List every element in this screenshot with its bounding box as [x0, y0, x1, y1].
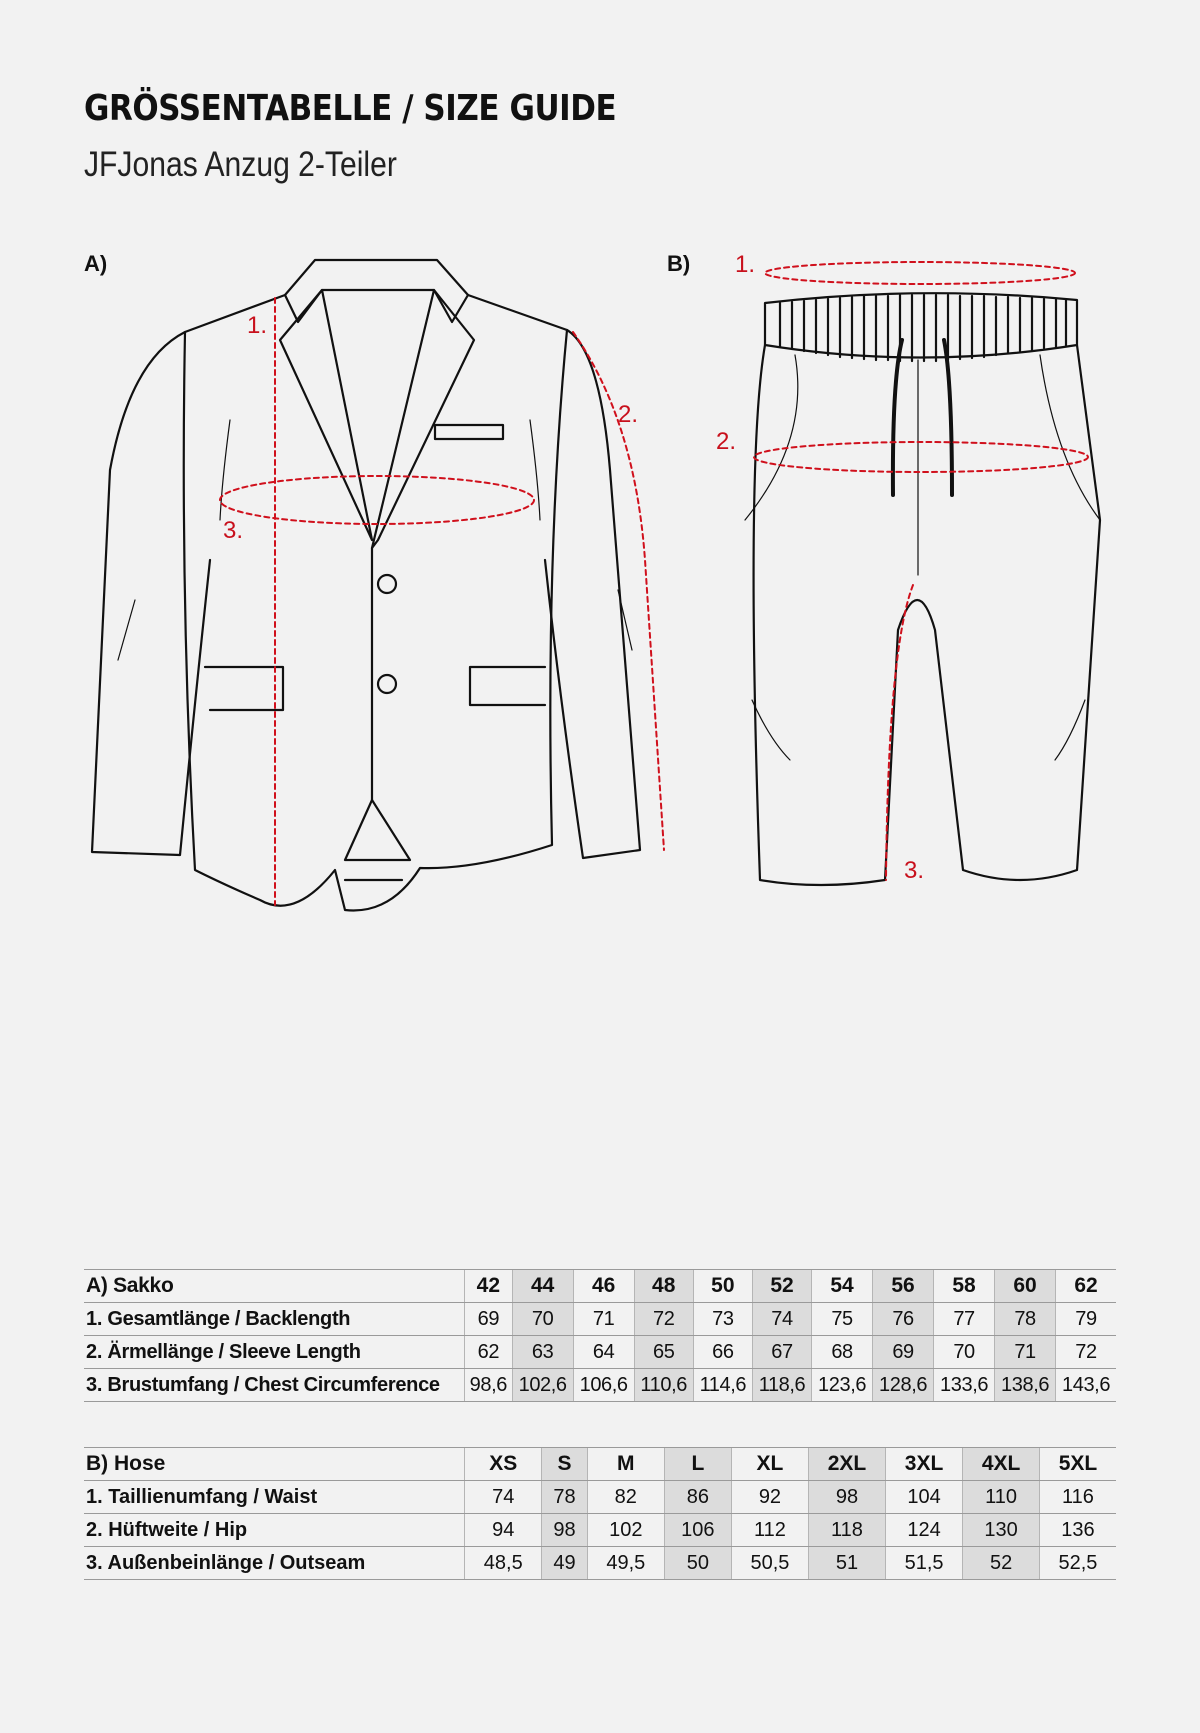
jacket-left-lapel: [280, 290, 372, 540]
table-cell: 48,5: [465, 1547, 542, 1580]
table-cell: 118,6: [752, 1369, 811, 1402]
hose-size-header: XL: [731, 1448, 808, 1481]
jacket-illustration: [80, 250, 680, 930]
table-cell: 52: [963, 1547, 1040, 1580]
table-cell: 130: [963, 1514, 1040, 1547]
hose-size-header: L: [665, 1448, 732, 1481]
hose-size-header: S: [542, 1448, 587, 1481]
table-cell: 124: [885, 1514, 962, 1547]
pants-waistband: [765, 293, 1077, 357]
table-cell: 92: [731, 1481, 808, 1514]
table-cell: 70: [512, 1303, 573, 1336]
table-cell: 77: [934, 1303, 995, 1336]
table-cell: 94: [465, 1514, 542, 1547]
sakko-size-table: [84, 1269, 1116, 1402]
row-label: 1. Gesamtlänge / Backlength: [84, 1303, 465, 1336]
table-cell: 74: [752, 1303, 811, 1336]
jacket-outline: [184, 260, 567, 910]
jacket-button-top: [378, 575, 396, 593]
table-cell: 106,6: [573, 1369, 634, 1402]
table-cell: 66: [693, 1336, 752, 1369]
jacket-chest-pocket: [435, 425, 503, 439]
hose-size-header: 5XL: [1039, 1448, 1116, 1481]
sakko-size-header: 44: [512, 1270, 573, 1303]
sakko-size-header: 58: [934, 1270, 995, 1303]
table-row: [84, 1514, 1116, 1547]
table-row: [84, 1369, 1116, 1402]
sakko-size-header: 50: [693, 1270, 752, 1303]
jacket-right-lapel: [372, 290, 474, 548]
table-cell: 69: [465, 1303, 513, 1336]
jacket-left-sleeve: [92, 332, 210, 855]
table-cell: 72: [1056, 1336, 1116, 1369]
table-cell: 98: [542, 1514, 587, 1547]
sakko-size-header: 54: [812, 1270, 873, 1303]
table-cell: 106: [665, 1514, 732, 1547]
hose-header-row: [84, 1448, 1116, 1481]
table-cell: 102: [587, 1514, 664, 1547]
pants-left-pocket: [745, 355, 798, 520]
chest-measure-ellipse: [220, 476, 534, 524]
hip-measure-ellipse: [754, 442, 1088, 472]
table-cell: 79: [1056, 1303, 1116, 1336]
row-label: 2. Ärmellänge / Sleeve Length: [84, 1336, 465, 1369]
sakko-header-row: [84, 1270, 1116, 1303]
table-cell: 78: [542, 1481, 587, 1514]
marker-sleeve-length: 2.: [618, 401, 639, 428]
table-cell: 51: [809, 1547, 886, 1580]
hose-size-header: M: [587, 1448, 664, 1481]
waist-measure-ellipse: [765, 262, 1075, 284]
sakko-size-header: 60: [995, 1270, 1056, 1303]
table-cell: 64: [573, 1336, 634, 1369]
product-subtitle: JFJonas Anzug 2-Teiler: [84, 145, 397, 184]
outseam-measure-line: [886, 585, 913, 880]
table-cell: 49: [542, 1547, 587, 1580]
jacket-collar: [285, 290, 468, 322]
row-label: 3. Außenbeinlänge / Outseam: [84, 1547, 465, 1580]
table-cell: 52,5: [1039, 1547, 1116, 1580]
sakko-table-body: [84, 1270, 1116, 1402]
jacket-button-bottom: [378, 675, 396, 693]
sakko-size-header: 46: [573, 1270, 634, 1303]
table-cell: 82: [587, 1481, 664, 1514]
table-cell: 98: [809, 1481, 886, 1514]
table-row: [84, 1481, 1116, 1514]
table-cell: 71: [573, 1303, 634, 1336]
marker-chest: 3.: [223, 517, 244, 544]
jacket-figure-label: A): [84, 251, 108, 276]
sakko-size-header: 48: [634, 1270, 693, 1303]
pants-outline: [754, 345, 1100, 885]
pants-figure-label: B): [667, 251, 691, 276]
pants-right-pocket: [1040, 355, 1100, 520]
sakko-table-title: A) Sakko: [84, 1270, 465, 1303]
hose-size-header: XS: [465, 1448, 542, 1481]
sakko-size-header: 52: [752, 1270, 811, 1303]
sakko-size-header: 56: [873, 1270, 934, 1303]
table-cell: 114,6: [693, 1369, 752, 1402]
table-cell: 128,6: [873, 1369, 934, 1402]
hose-table-title: B) Hose: [84, 1448, 465, 1481]
table-cell: 50: [665, 1547, 732, 1580]
hose-size-header: 4XL: [963, 1448, 1040, 1481]
table-cell: 67: [752, 1336, 811, 1369]
table-cell: 133,6: [934, 1369, 995, 1402]
table-cell: 104: [885, 1481, 962, 1514]
hose-table-body: [84, 1448, 1116, 1580]
table-cell: 63: [512, 1336, 573, 1369]
table-cell: 51,5: [885, 1547, 962, 1580]
table-cell: 49,5: [587, 1547, 664, 1580]
table-cell: 75: [812, 1303, 873, 1336]
jacket-left-pocket: [205, 667, 283, 710]
table-row: [84, 1303, 1116, 1336]
row-label: 3. Brustumfang / Chest Circumference: [84, 1369, 465, 1402]
table-cell: 118: [809, 1514, 886, 1547]
marker-waist: 1.: [735, 251, 756, 278]
page-title: GRÖSSENTABELLE / SIZE GUIDE: [84, 88, 617, 129]
row-label: 2. Hüftweite / Hip: [84, 1514, 465, 1547]
sakko-size-header: 42: [465, 1270, 513, 1303]
marker-backlength: 1.: [247, 312, 268, 339]
table-cell: 69: [873, 1336, 934, 1369]
jacket-hem-opening: [345, 800, 410, 860]
table-cell: 71: [995, 1336, 1056, 1369]
table-row: [84, 1547, 1116, 1580]
table-cell: 136: [1039, 1514, 1116, 1547]
marker-hip: 2.: [716, 428, 737, 455]
table-cell: 110,6: [634, 1369, 693, 1402]
jacket-right-pocket: [470, 667, 545, 705]
marker-outseam: 3.: [904, 857, 925, 884]
hose-size-header: 3XL: [885, 1448, 962, 1481]
table-cell: 70: [934, 1336, 995, 1369]
table-cell: 112: [731, 1514, 808, 1547]
table-cell: 76: [873, 1303, 934, 1336]
table-cell: 65: [634, 1336, 693, 1369]
sakko-size-header: 62: [1056, 1270, 1116, 1303]
row-label: 1. Taillienumfang / Waist: [84, 1481, 465, 1514]
table-cell: 143,6: [1056, 1369, 1116, 1402]
table-cell: 50,5: [731, 1547, 808, 1580]
table-cell: 102,6: [512, 1369, 573, 1402]
table-cell: 74: [465, 1481, 542, 1514]
table-cell: 123,6: [812, 1369, 873, 1402]
table-cell: 62: [465, 1336, 513, 1369]
table-cell: 116: [1039, 1481, 1116, 1514]
table-cell: 86: [665, 1481, 732, 1514]
table-row: [84, 1336, 1116, 1369]
table-cell: 72: [634, 1303, 693, 1336]
table-cell: 138,6: [995, 1369, 1056, 1402]
table-cell: 68: [812, 1336, 873, 1369]
table-cell: 78: [995, 1303, 1056, 1336]
hose-size-header: 2XL: [809, 1448, 886, 1481]
pants-illustration: [660, 250, 1120, 900]
hose-size-table: [84, 1447, 1116, 1580]
table-cell: 110: [963, 1481, 1040, 1514]
table-cell: 73: [693, 1303, 752, 1336]
table-cell: 98,6: [465, 1369, 513, 1402]
